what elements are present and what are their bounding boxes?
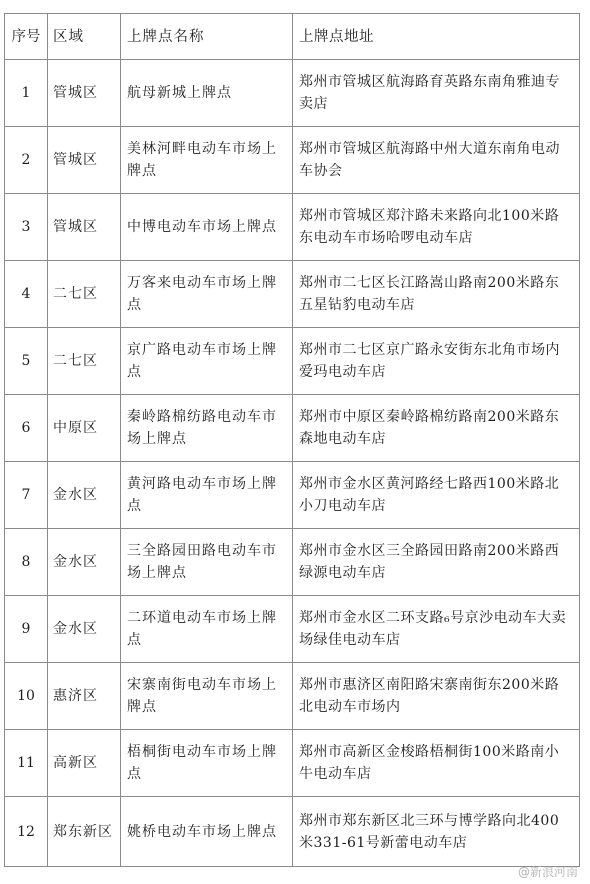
cell-point-name: 二环道电动车市场上牌点	[121, 596, 293, 663]
cell-point-address: 郑州市二七区京广路永安街东北角市场内爱玛电动车店	[293, 328, 580, 395]
cell-serial-number: 8	[5, 529, 48, 596]
header-serial-number: 序号	[5, 14, 48, 60]
cell-point-name: 美林河畔电动车市场上牌点	[121, 127, 293, 194]
cell-serial-number: 3	[5, 194, 48, 261]
table-row	[5, 529, 580, 596]
watermark: @新浪河南	[517, 865, 578, 879]
table-row	[5, 663, 580, 730]
cell-point-address: 郑州市管城区航海路中州大道东南角电动车协会	[293, 127, 580, 194]
cell-point-address: 郑州市二七区长江路嵩山路南200米路东五星钻豹电动车店	[293, 261, 580, 328]
cell-serial-number: 5	[5, 328, 48, 395]
table-row	[5, 328, 580, 395]
cell-point-address: 郑州市金水区黄河路经七路西100米路北小刀电动车店	[293, 462, 580, 529]
cell-serial-number: 7	[5, 462, 48, 529]
cell-district: 二七区	[48, 328, 121, 395]
table-row	[5, 395, 580, 462]
table-row	[5, 261, 580, 328]
cell-point-name: 姚桥电动车市场上牌点	[121, 797, 293, 867]
cell-point-address: 郑州市金水区二环支路₆号京沙电动车大卖场绿佳电动车店	[293, 596, 580, 663]
table-body	[5, 14, 580, 867]
cell-point-address: 郑州市金水区三全路园田路南200米路西绿源电动车店	[293, 529, 580, 596]
cell-point-name: 秦岭路棉纺路电动车市场上牌点	[121, 395, 293, 462]
cell-district: 二七区	[48, 261, 121, 328]
cell-point-name: 航母新城上牌点	[121, 60, 293, 127]
cell-serial-number: 10	[5, 663, 48, 730]
table-row	[5, 596, 580, 663]
cell-serial-number: 9	[5, 596, 48, 663]
cell-serial-number: 6	[5, 395, 48, 462]
table-header-row	[5, 14, 580, 60]
cell-point-address: 郑州市惠济区南阳路宋寨南街东200米路北电动车市场内	[293, 663, 580, 730]
cell-serial-number: 2	[5, 127, 48, 194]
registration-points-table	[4, 13, 580, 867]
cell-point-address: 郑州市中原区秦岭路棉纺路南200米路东森地电动车店	[293, 395, 580, 462]
header-point-name: 上牌点名称	[121, 14, 293, 60]
table-row	[5, 194, 580, 261]
table-row	[5, 462, 580, 529]
cell-district: 惠济区	[48, 663, 121, 730]
table-row	[5, 730, 580, 797]
cell-point-address: 郑州市高新区金梭路梧桐街100米路南小牛电动车店	[293, 730, 580, 797]
cell-point-name: 黄河路电动车市场上牌点	[121, 462, 293, 529]
cell-point-name: 京广路电动车市场上牌点	[121, 328, 293, 395]
cell-district: 高新区	[48, 730, 121, 797]
cell-district: 管城区	[48, 127, 121, 194]
table-row	[5, 60, 580, 127]
cell-serial-number: 1	[5, 60, 48, 127]
header-point-address: 上牌点地址	[293, 14, 580, 60]
cell-district: 金水区	[48, 596, 121, 663]
cell-district: 中原区	[48, 395, 121, 462]
header-district: 区域	[48, 14, 121, 60]
cell-district: 管城区	[48, 194, 121, 261]
cell-point-name: 万客来电动车市场上牌点	[121, 261, 293, 328]
cell-district: 郑东新区	[48, 797, 121, 867]
cell-point-name: 中博电动车市场上牌点	[121, 194, 293, 261]
cell-point-name: 三全路园田路电动车市场上牌点	[121, 529, 293, 596]
cell-point-address: 郑州市郑东新区北三环与博学路向北400米331-61号新蕾电动车店	[293, 797, 580, 867]
cell-serial-number: 4	[5, 261, 48, 328]
table-row	[5, 127, 580, 194]
cell-point-name: 梧桐街电动车市场上牌点	[121, 730, 293, 797]
cell-district: 金水区	[48, 462, 121, 529]
cell-point-address: 郑州市管城区郑汴路未来路向北100米路东电动车市场哈啰电动车店	[293, 194, 580, 261]
cell-point-name: 宋寨南街电动车市场上牌点	[121, 663, 293, 730]
cell-district: 管城区	[48, 60, 121, 127]
table-row	[5, 797, 580, 867]
cell-serial-number: 12	[5, 797, 48, 867]
cell-point-address: 郑州市管城区航海路育英路东南角雅迪专卖店	[293, 60, 580, 127]
cell-district: 金水区	[48, 529, 121, 596]
cell-serial-number: 11	[5, 730, 48, 797]
